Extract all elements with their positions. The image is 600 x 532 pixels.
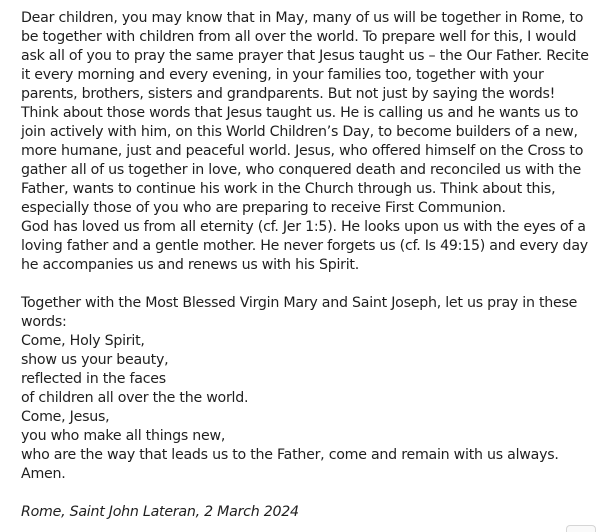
paragraph-spacer [21, 275, 596, 294]
text-line: words: [21, 314, 67, 330]
prayer-line: Come, Holy Spirit, [21, 333, 145, 349]
prayer-line: reflected in the faces [21, 371, 166, 387]
text-line: gather all of us together in love, who conquered death and reconciled us with the [21, 162, 581, 178]
prayer-paragraph [21, 294, 596, 484]
text-line: join actively with him, on this World Children’s Day, to become builders of a new, [21, 124, 578, 140]
prayer-line: Come, Jesus, [21, 409, 110, 425]
prayer-line: show us your beauty, [21, 352, 169, 368]
text-line: be together with children from all over the world. To prepare well for this, I would [21, 29, 577, 45]
text-line: God has loved us from all eternity (cf. Jer 1:5). He looks upon us with the eyes of a [21, 219, 586, 235]
letter-paragraph-1 [21, 9, 596, 275]
text-line: Dear children, you may know that in May, many of us will be together in Rome, to [21, 10, 584, 26]
text-line: he accompanies us and renews us with his Spirit. [21, 257, 359, 273]
text-line: parents, brothers, sisters and grandparents. But not just by saying the words! [21, 86, 556, 102]
signature-line: Rome, Saint John Lateran, 2 March 2024 [21, 504, 299, 520]
text-line: loving father and a gentle mother. He never forgets us (cf. Is 49:15) and every day [21, 238, 588, 254]
text-line: ask all of you to pray the same prayer that Jesus taught us – the Our Father. Recite [21, 48, 589, 64]
paragraph-spacer [21, 484, 596, 503]
corner-tab [566, 525, 596, 532]
prayer-line: who are the way that leads us to the Father, come and remain with us always. [21, 447, 559, 463]
prayer-line: of children all over the the world. [21, 390, 249, 406]
letter-document [21, 9, 596, 522]
text-line: more humane, just and peaceful world. Jesus, who offered himself on the Cross to [21, 143, 584, 159]
prayer-line: Amen. [21, 466, 66, 482]
prayer-line: you who make all things new, [21, 428, 226, 444]
text-line: it every morning and every evening, in your families too, together with your [21, 67, 544, 83]
text-line: Think about those words that Jesus taught us. He is calling us and he wants us to [21, 105, 579, 121]
text-line: Together with the Most Blessed Virgin Mary and Saint Joseph, let us pray in these [21, 295, 578, 311]
text-line: especially those of you who are preparing to receive First Communion. [21, 200, 506, 216]
text-line: Father, wants to continue his work in the Church through us. Think about this, [21, 181, 556, 197]
